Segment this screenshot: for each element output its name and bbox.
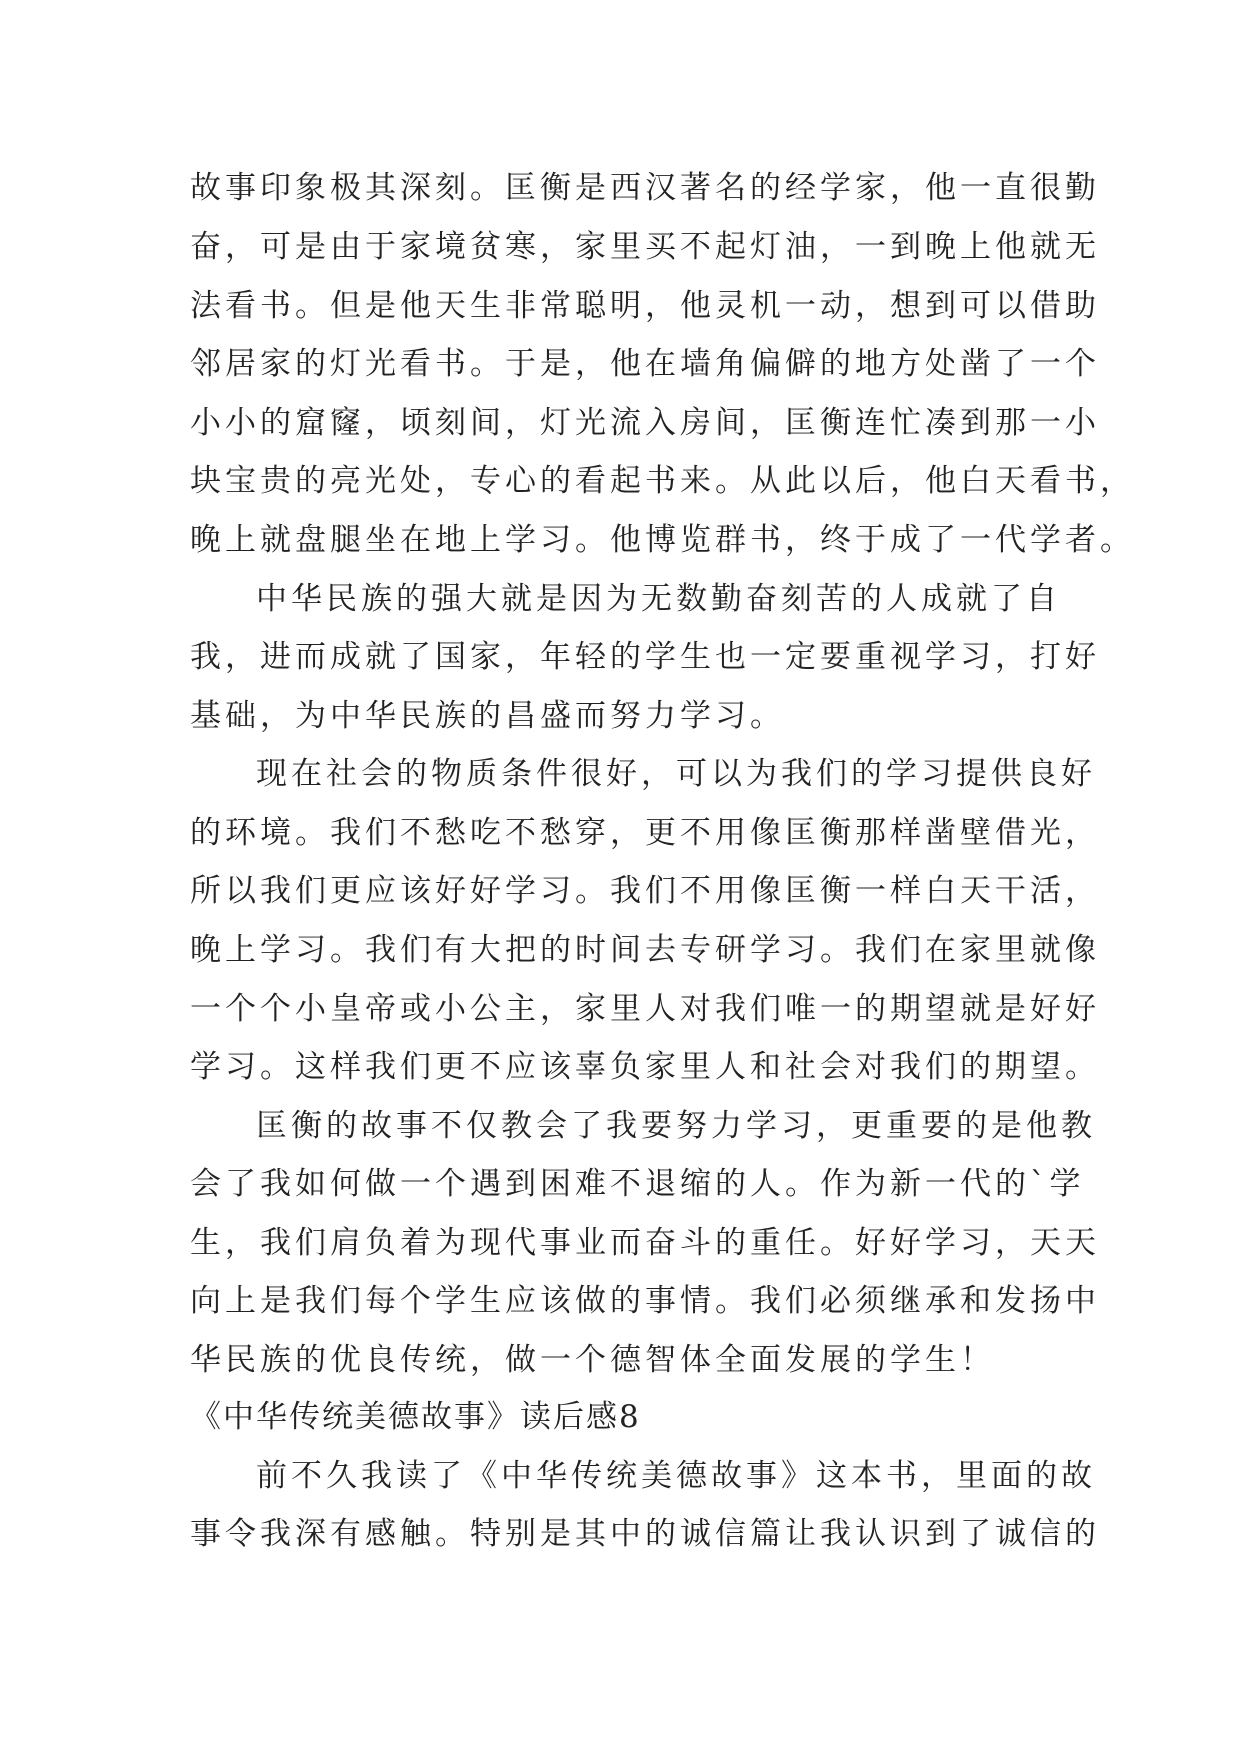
paragraph-first-line: 匡衡的故事不仅教会了我要努力学习，更重要的是他教 [256,1108,1096,1144]
text-line: 晚上就盘腿坐在地上学习。他博览群书，终于成了一代学者。 [190,522,1135,558]
text-line: 法看书。但是他天生非常聪明，他灵机一动，想到可以借助 [190,288,1100,324]
text-line: 会了我如何做一个遇到困难不退缩的人。作为新一代的`学 [190,1166,1085,1202]
text-line: 华民族的优良传统，做一个德智体全面发展的学生！ [190,1342,995,1378]
text-line: 事令我深有感触。特别是其中的诚信篇让我认识到了诚信的 [190,1516,1100,1552]
text-line: 学习。这样我们更不应该辜负家里人和社会对我们的期望。 [190,1049,1100,1085]
text-line: 我，进而成就了国家，年轻的学生也一定要重视学习，打好 [190,639,1100,675]
text-line: 的环境。我们不愁吃不愁穿，更不用像匡衡那样凿壁借光， [190,815,1100,851]
paragraph-first-line: 中华民族的强大就是因为无数勤奋刻苦的人成就了自 [256,581,1061,617]
text-line: 故事印象极其深刻。匡衡是西汉著名的经学家，他一直很勤 [190,170,1100,206]
section-heading: 《中华传统美德故事》读后感8 [190,1399,641,1435]
text-line: 晚上学习。我们有大把的时间去专研学习。我们在家里就像 [190,932,1100,968]
text-line: 邻居家的灯光看书。于是，他在墙角偏僻的地方处凿了一个 [190,346,1100,382]
paragraph-first-line: 前不久我读了《中华传统美德故事》这本书，里面的故 [256,1458,1096,1494]
text-line: 所以我们更应该好好学习。我们不用像匡衡一样白天干活， [190,873,1100,909]
text-line: 生，我们肩负着为现代事业而奋斗的重任。好好学习，天天 [190,1225,1100,1261]
text-line: 一个个小皇帝或小公主，家里人对我们唯一的期望就是好好 [190,991,1100,1027]
paragraph-first-line: 现在社会的物质条件很好，可以为我们的学习提供良好 [256,756,1096,792]
text-line: 向上是我们每个学生应该做的事情。我们必须继承和发扬中 [190,1283,1100,1319]
text-line: 基础，为中华民族的昌盛而努力学习。 [190,698,785,734]
text-line: 小小的窟窿，顷刻间，灯光流入房间，匡衡连忙凑到那一小 [190,405,1100,441]
text-line: 块宝贵的亮光处，专心的看起书来。从此以后，他白天看书， [190,463,1135,499]
text-line: 奋，可是由于家境贫寒，家里买不起灯油，一到晚上他就无 [190,229,1100,265]
